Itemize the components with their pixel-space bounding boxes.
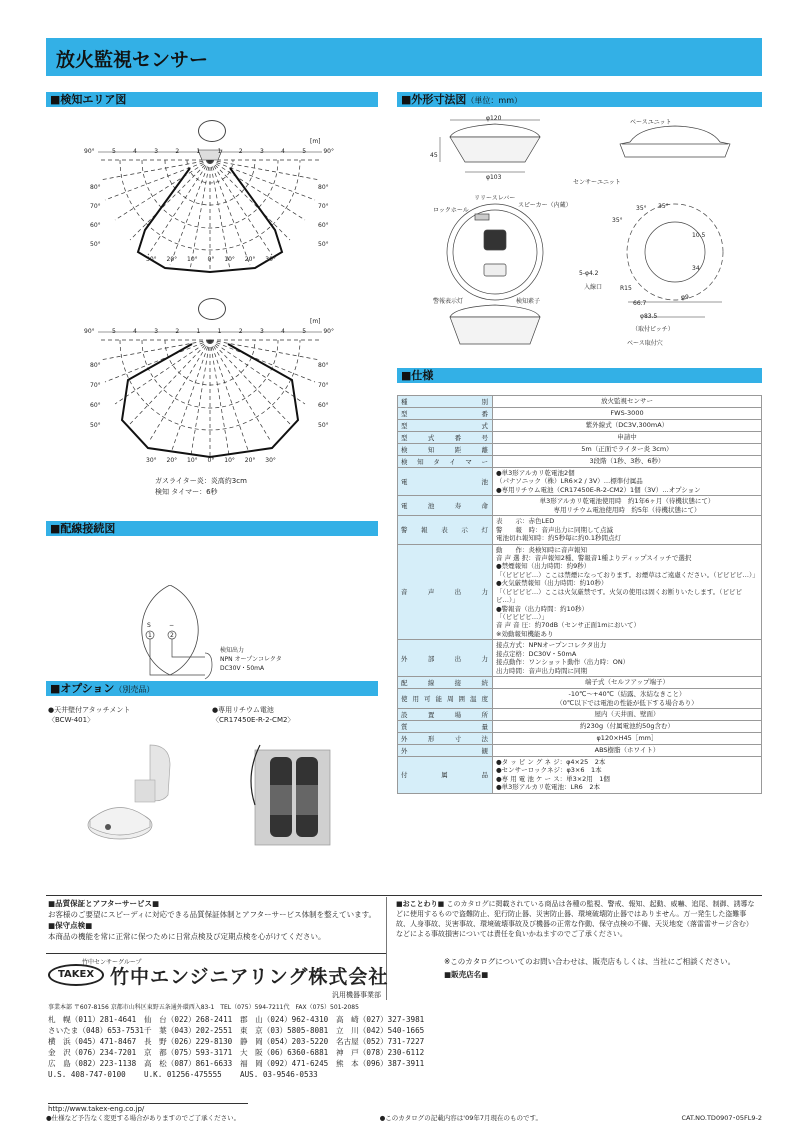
catalog-number: CAT.NO.TD0907･05FL9-2 bbox=[681, 1114, 762, 1122]
notice-block: ■おことわり■ このカタログに掲載されている商品は各種の監視、警戒、報知、起動、威嚇、追尾、制御、誘導などに使用するもので盗難防止、犯行防止器、災害防止器、環境破壊防止器ではありません。万一発生した盗難事故、人身事故、災害事故、環境破壊事故及び機器の正常な作動、保守点検の不備、天災地変（落雷雷サージ含む）などによる事故損害については責任を負いかねますのでご了承ください。 bbox=[396, 900, 755, 939]
spec-value-line: ●警報音（出力時間：約10秒） bbox=[496, 604, 588, 613]
spec-value-line: 接点動作：ワンショット動作（出力時：ON） bbox=[496, 658, 630, 667]
attachment-image bbox=[80, 735, 180, 865]
spec-key: 外観 bbox=[398, 744, 493, 756]
angles-left-1: 80° 70° 60° 50° bbox=[90, 184, 101, 248]
contacts-block bbox=[48, 1014, 438, 1080]
sensor-icon-1 bbox=[198, 120, 226, 142]
spec-value-line: ●単3形アルカリ乾電池：LR6 2本 bbox=[496, 783, 600, 792]
spec-value-line: ●タ ッ ピ ン グ ネ ジ：φ4×25 2本 bbox=[496, 757, 606, 766]
quality-block: ■品質保証とアフターサービス■ お客様のご要望にスピーディに対応できる品質保証体制とアフターサービス体制を整えています。 ■保守点検■ 本商品の機能を常に正常に保つために日常点検及び定期点検を心がけてください。 bbox=[48, 899, 376, 941]
spec-row bbox=[398, 496, 762, 516]
angles-left-2: 80° 70° 60° 50° bbox=[90, 362, 101, 429]
spec-row bbox=[398, 456, 762, 468]
spec-value-line: 申請中 bbox=[617, 433, 637, 442]
spec-value bbox=[493, 432, 762, 444]
spec-value-line: -10℃〜+40℃（結露、氷結なきこと） bbox=[568, 690, 686, 699]
dim-base-hole: ベース取付穴 bbox=[627, 340, 663, 347]
bottom-note-1: ●仕様など予告なく変更する場合がありますのでご了承ください。 bbox=[46, 1114, 241, 1122]
wiring-n1: 1 bbox=[148, 632, 152, 639]
spec-row bbox=[398, 689, 762, 709]
contact-entry: さいたま（048）653-7531 bbox=[48, 1026, 144, 1035]
dim-105: 10.5 bbox=[692, 232, 706, 239]
spec-row bbox=[398, 544, 762, 640]
contact-entry: 名古屋（052）731-7227 bbox=[336, 1037, 425, 1046]
wiring-output: 検知出力 NPN オープンコレクタ DC30V・50mA bbox=[220, 647, 282, 672]
contact-entry: 熊 本（096）387-3911 bbox=[336, 1059, 425, 1068]
spec-value-line: 3段階（1秒、3秒、6秒） bbox=[589, 457, 665, 466]
spec-value bbox=[493, 444, 762, 456]
contact-row bbox=[48, 1014, 438, 1025]
dim-hole5: 5-φ4.2 bbox=[579, 270, 599, 277]
contact-entry bbox=[336, 1069, 432, 1080]
scale-top-1: 90° 5 4 3 2 1 1 2 3 4 5 90° bbox=[84, 148, 334, 155]
spec-value-line: φ120×H45［mm］ bbox=[596, 734, 658, 743]
contact-entry: 大 阪（06）6360-6881 bbox=[240, 1048, 329, 1057]
spec-table bbox=[397, 395, 762, 794]
spec-value-line: 端子式（セルフアップ端子） bbox=[584, 678, 670, 687]
spec-row bbox=[398, 408, 762, 420]
dim-h45: 45 bbox=[430, 152, 438, 159]
contact-row bbox=[48, 1069, 438, 1080]
dim-speaker: スピーカー（内蔵） bbox=[518, 202, 572, 209]
contact-entry: 横 浜（045）471-8467 bbox=[48, 1037, 137, 1046]
spec-value bbox=[493, 544, 762, 640]
spec-key: 音声出力 bbox=[398, 544, 493, 640]
dim-base-unit: ベースユニット bbox=[630, 119, 672, 126]
contact-entry: 東 京（03）5805-8081 bbox=[240, 1026, 329, 1035]
dim-pitch: （取付ピッチ） bbox=[632, 326, 674, 333]
contact-entry: U.K. 01256-475555 bbox=[144, 1070, 222, 1079]
contact-row bbox=[48, 1047, 438, 1058]
spec-value bbox=[493, 456, 762, 468]
footer-divider-top bbox=[46, 895, 762, 896]
spec-value bbox=[493, 496, 762, 516]
spec-value-line: ABS樹脂（ホワイト） bbox=[594, 746, 660, 755]
spec-value-line: （0℃以下では電池の性能が低下する場合あり） bbox=[556, 698, 698, 707]
dim-r15: R15 bbox=[620, 285, 632, 292]
dim-entry-hole: 入線口 bbox=[584, 284, 603, 291]
contact-entry: AUS. 03-9546-0533 bbox=[240, 1070, 318, 1079]
angles-bottom-1: 30° 20° 10° 0° 10° 20° 30° bbox=[146, 256, 276, 263]
battery-image bbox=[240, 735, 350, 855]
contact-entry: 高 崎（027）327-3981 bbox=[336, 1015, 425, 1024]
detect-caption: ガスライター炎：炎高約3cm 検知 タイマー：6秒 bbox=[155, 477, 247, 496]
spec-key: 電池寿命 bbox=[398, 496, 493, 516]
spec-value-line: ●禁煙報知（出力時間：約9秒） bbox=[496, 562, 591, 571]
contact-entry: 札 幌（011）281-4641 bbox=[48, 1015, 137, 1024]
spec-row bbox=[398, 432, 762, 444]
spec-row bbox=[398, 732, 762, 744]
spec-value bbox=[493, 689, 762, 709]
contact-row bbox=[48, 1058, 438, 1069]
contact-entry: 仙 台（022）268-2411 bbox=[144, 1015, 233, 1024]
inquiry-block: ※このカタログについてのお問い合わせは、販売店もしくは、当社にご相談ください。 ■販売店名■ bbox=[444, 957, 736, 979]
wiring-s: S bbox=[147, 622, 151, 629]
dim-sensor-unit: センサーユニット bbox=[573, 179, 621, 186]
spec-value-line: 5m（正面でライター炎 3cm） bbox=[581, 445, 673, 454]
contact-entry: U.S. 408-747-0100 bbox=[48, 1070, 126, 1079]
contact-entry: 静 岡（054）203-5220 bbox=[240, 1037, 329, 1046]
spec-value bbox=[493, 468, 762, 496]
angles-right-1: 80° 70° 60° 50° bbox=[318, 184, 329, 248]
spec-value bbox=[493, 640, 762, 677]
dim-667: 66.7 bbox=[633, 300, 647, 307]
contact-entry: 広 島（082）223-1138 bbox=[48, 1059, 137, 1068]
dim-lock-hole: ロックホール bbox=[433, 207, 469, 214]
option-attachment: ●天井壁付アタッチメント 〈BCW-401〉 bbox=[48, 706, 131, 724]
spec-value-line: 警 報 時：音声出力に同期して点滅 bbox=[496, 525, 613, 534]
contact-entry: 千 葉（043）202-2551 bbox=[144, 1026, 233, 1035]
spec-key: 質量 bbox=[398, 720, 493, 732]
angles-bottom-2: 30° 20° 10° 0° 10° 20° 30° bbox=[146, 457, 276, 464]
spec-value-line: 「（ピピピピ…）ここは禁煙になっております。お煙草はご遠慮ください。（ピピピピ…）」 bbox=[496, 570, 759, 579]
contact-entry: 福 岡（092）471-6245 bbox=[240, 1059, 329, 1068]
spec-value bbox=[493, 408, 762, 420]
contact-entry: 金 沢（076）234-7201 bbox=[48, 1048, 137, 1057]
company-name: 竹中エンジニアリング株式会社 bbox=[110, 966, 389, 988]
spec-value-line: ●専 用 電 池 ケ ー ス：単3×2用 1個 bbox=[496, 774, 610, 783]
spec-key: 電池 bbox=[398, 468, 493, 496]
spec-row bbox=[398, 420, 762, 432]
dim-34: 34 bbox=[692, 265, 700, 272]
section-spec: ■仕様 bbox=[397, 368, 762, 383]
spec-row bbox=[398, 677, 762, 689]
spec-value-line: 接点定格：DC30V・50mA bbox=[496, 649, 577, 658]
contact-row bbox=[48, 1036, 438, 1047]
spec-value-line: ●火気厳禁報知（出力時間：約10秒） bbox=[496, 579, 608, 588]
title-bar bbox=[46, 38, 762, 76]
spec-value-line: 動 作：炎検知時に音声報知 bbox=[496, 545, 587, 554]
detection-area-diagram-2 bbox=[80, 300, 340, 465]
dim-phi835: φ83.5 bbox=[640, 313, 658, 320]
spec-key: 警報表示灯 bbox=[398, 516, 493, 544]
spec-value-line: 紫外線式（DC3V,300mA） bbox=[585, 421, 669, 430]
dim-phi103: φ103 bbox=[486, 174, 502, 181]
dimension-drawing bbox=[400, 112, 760, 362]
unit-label-2: [m] bbox=[310, 318, 321, 325]
spec-value-line: 「（ピピピピ…）ここは火気厳禁です。火気の使用は固くお断りいたします。（ピピピピ…）」 bbox=[496, 587, 742, 605]
contact-entry: 高 松（087）861-6633 bbox=[144, 1059, 233, 1068]
spec-key: 型番 bbox=[398, 408, 493, 420]
spec-value-line: 単3形アルカリ乾電池使用時 約1年6ヶ月（待機状態にて） bbox=[539, 497, 715, 506]
spec-value-line: 放火監視センサー bbox=[601, 397, 653, 406]
wiring-n2: 2 bbox=[170, 632, 174, 639]
spec-key: 種別 bbox=[398, 396, 493, 408]
dim-alarm-lamp: 警報表示灯 bbox=[433, 298, 464, 305]
bottom-note-2: ●このカタログの記載内容は'09年7月現在のものです。 bbox=[379, 1114, 542, 1122]
scale-top-2: 90° 5 4 3 2 1 1 2 3 4 5 90° bbox=[84, 328, 334, 335]
spec-key: 検知距離 bbox=[398, 444, 493, 456]
spec-value-line: 音 声 音 圧：約70dB（センサ正面1mにおいて） bbox=[496, 621, 641, 630]
spec-value-line: 専用リチウム電池使用時 約5年（待機状態にて） bbox=[553, 505, 701, 514]
spec-row bbox=[398, 516, 762, 544]
dim-phi9: φ9 bbox=[681, 294, 689, 301]
spec-value bbox=[493, 720, 762, 732]
spec-row bbox=[398, 444, 762, 456]
contact-row bbox=[48, 1025, 438, 1036]
spec-key: 型式 bbox=[398, 420, 493, 432]
dim-35a: 35° bbox=[612, 217, 623, 224]
spec-value-line: 出力時間：音声出力時間に同期 bbox=[496, 666, 587, 675]
sensor-icon-2 bbox=[198, 298, 226, 320]
option-battery: ●専用リチウム電池 〈CR17450E-R-2-CM2〉 bbox=[212, 706, 295, 724]
wiring-minus: − bbox=[169, 622, 175, 629]
section-detect-area: ■検知エリア図 bbox=[46, 92, 378, 107]
angles-right-2: 80° 70° 60° 50° bbox=[318, 362, 329, 429]
section-option: ■オプション（別売品） bbox=[46, 681, 378, 696]
dim-detect-element: 検知素子 bbox=[516, 298, 541, 305]
spec-value bbox=[493, 732, 762, 744]
spec-key: 使用可能周囲温度 bbox=[398, 689, 493, 709]
group-label: 竹中センサーグループ bbox=[82, 959, 142, 966]
spec-value-line: ●センサーロックネジ：φ3×6 1本 bbox=[496, 766, 602, 775]
contact-entry: 神 戸（078）230-6112 bbox=[336, 1048, 425, 1057]
spec-value-line: 電池切れ報知時：約5秒毎に約0.1秒間点灯 bbox=[496, 534, 621, 543]
spec-value-line: 約230g（付属電池約50g含む） bbox=[580, 722, 674, 731]
spec-value-line: ●単3形アルカリ乾電池2個 bbox=[496, 469, 575, 477]
division-name: 汎用機器事業部 bbox=[332, 991, 381, 999]
spec-value-line: 表 示：赤色LED bbox=[496, 517, 555, 526]
contact-entry: 郡 山（024）962-4310 bbox=[240, 1015, 329, 1024]
spec-row bbox=[398, 396, 762, 408]
spec-key: 付属品 bbox=[398, 756, 493, 793]
spec-value-line: FWS-3000 bbox=[610, 409, 644, 418]
spec-value-line: ※効動報知機能あり bbox=[496, 629, 554, 638]
spec-key: 検知タイマー bbox=[398, 456, 493, 468]
unit-label-1: [m] bbox=[310, 138, 321, 145]
takex-logo: TAKEX bbox=[48, 964, 104, 986]
spec-row bbox=[398, 640, 762, 677]
page-title: 放火監視センサー bbox=[56, 49, 209, 71]
spec-value-line: 「（ピピピピ…）」 bbox=[496, 613, 548, 621]
spec-value-line: ●専用リチウム電池（CR17450E-R-2-CM2）1個（3V）…オプション bbox=[496, 485, 701, 494]
spec-value bbox=[493, 420, 762, 432]
contact-entry: 立 川（042）540-1665 bbox=[336, 1026, 425, 1035]
spec-value-line: （パナソニック（株）LR6×2 / 3V）…標準付属品 bbox=[496, 477, 643, 486]
spec-key: 型式番号 bbox=[398, 432, 493, 444]
spec-value bbox=[493, 744, 762, 756]
spec-value-line: 接点方式：NPNオープンコレクタ出力 bbox=[496, 641, 607, 650]
contact-entry: 京 都（075）593-3171 bbox=[144, 1048, 233, 1057]
contact-entry: 長 野（026）229-8130 bbox=[144, 1037, 233, 1046]
spec-value bbox=[493, 396, 762, 408]
dim-35c: 35° bbox=[658, 203, 669, 210]
section-wiring: ■配線接続図 bbox=[46, 521, 378, 536]
spec-row bbox=[398, 744, 762, 756]
dim-phi120: φ120 bbox=[486, 115, 502, 122]
footer-divider-mid bbox=[46, 953, 386, 954]
spec-key: 配線接続 bbox=[398, 677, 493, 689]
spec-value bbox=[493, 677, 762, 689]
spec-row bbox=[398, 708, 762, 720]
spec-row bbox=[398, 468, 762, 496]
spec-row bbox=[398, 756, 762, 793]
spec-value bbox=[493, 516, 762, 544]
bottom-bar bbox=[46, 1113, 762, 1122]
company-url[interactable]: http://www.takex-eng.co.jp/ bbox=[48, 1103, 248, 1113]
dim-35b: 35° bbox=[636, 205, 647, 212]
spec-value-line: 音 声 選 択：音声報知2種、警報音1種よりディップスイッチで選択 bbox=[496, 553, 692, 562]
spec-key: 外部出力 bbox=[398, 640, 493, 677]
dim-release-lever: リリースレバー bbox=[474, 195, 516, 202]
spec-value-line: 屋内（天井面、壁面） bbox=[594, 710, 660, 719]
section-dimensions: ■外形寸法図（単位：mm） bbox=[397, 92, 762, 107]
spec-key: 設置場所 bbox=[398, 708, 493, 720]
spec-key: 外形寸法 bbox=[398, 732, 493, 744]
spec-value bbox=[493, 756, 762, 793]
hq-address: 事業本部 〒607-8156 京都市山科区東野五条通外環西入83-1 TEL（075）594-7211代 FAX（075）501-2085 bbox=[48, 1004, 359, 1011]
spec-value bbox=[493, 708, 762, 720]
spec-row bbox=[398, 720, 762, 732]
